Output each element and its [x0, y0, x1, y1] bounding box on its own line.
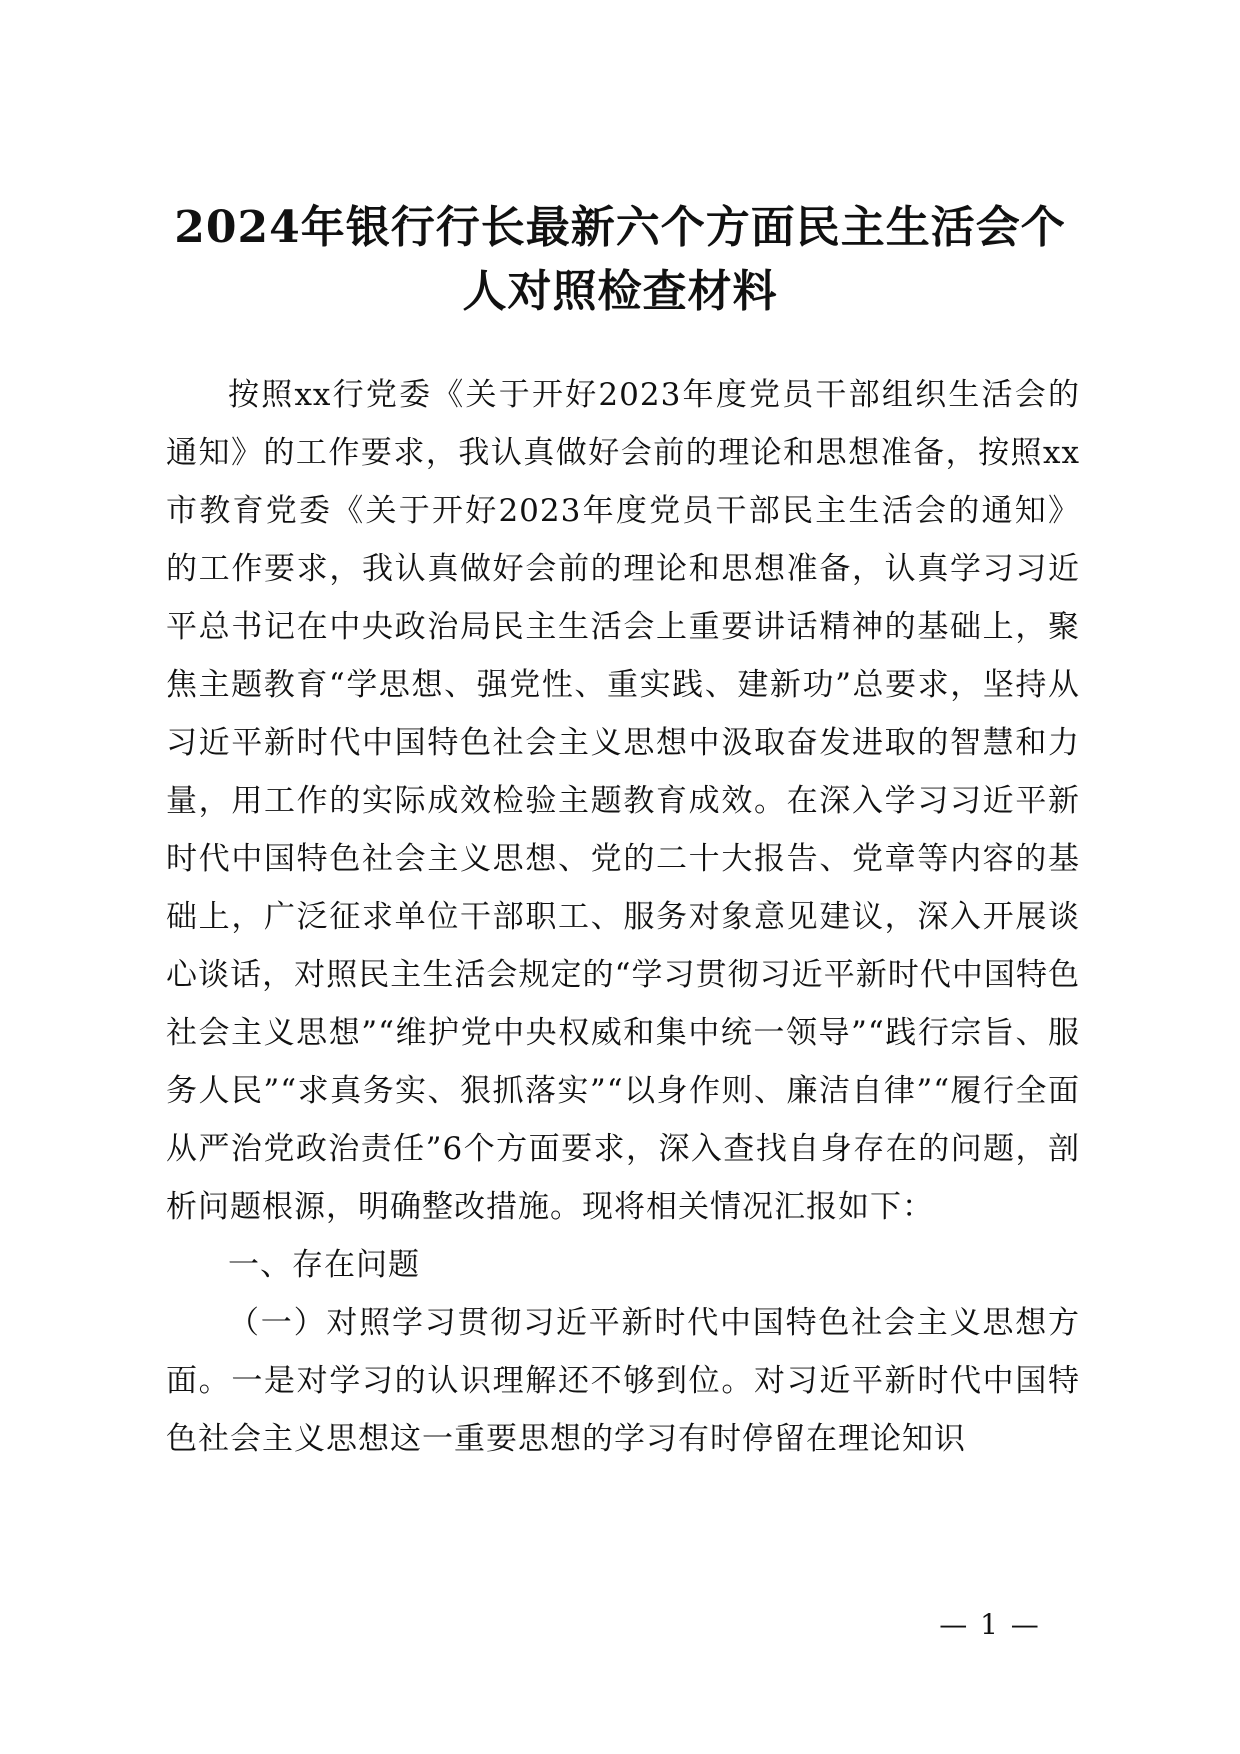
page-number: — 1 — [939, 1608, 1041, 1641]
document-body [166, 366, 1080, 1468]
section-heading: 一、存在问题 [228, 1247, 420, 1283]
intro-paragraph: 按照xx行党委《关于开好2023年度党员干部组织生活会的通知》的工作要求，我认真做好会前的理论和思想准备，按照xx市教育党委《关于开好2023年度党员干部民主生活会的通知》的工作要求，我认真做好会前的理论和思想准备，认真学习习近平总书记在中央政治局民主生活会上重要讲话精神的基础上，聚焦主题教育“学思想、强党性、重实践、建新功”总要求，坚持从习近平新时代中国特色社会主义思想中汲取奋发进取的智慧和力量，用工作的实际成效检验主题教育成效。在深入学习习近平新时代中国特色社会主义思想、党的二十大报告、党章等内容的基础上，广泛征求单位干部职工、服务对象意见建议，深入开展谈心谈话，对照民主生活会规定的“学习贯彻习近平新时代中国特色社会主义思想”“维护党中央权威和集中统一领导”“践行宗旨、服务人民”“求真务实、狠抓落实”“以身作则、廉洁自律”“履行全面从严治党政治责任”6个方面要求，深入查找自身存在的问题，剖析问题根源，明确整改措施。现将相关情况汇报如下： [166, 377, 1080, 1225]
section-paragraph: （一）对照学习贯彻习近平新时代中国特色社会主义思想方面。一是对学习的认识理解还不够到位。对习近平新时代中国特色社会主义思想这一重要思想的学习有时停留在理论知识 [166, 1305, 1080, 1457]
document-title: 2024年银行行长最新六个方面民主生活会个人对照检查材料 [174, 202, 1066, 317]
